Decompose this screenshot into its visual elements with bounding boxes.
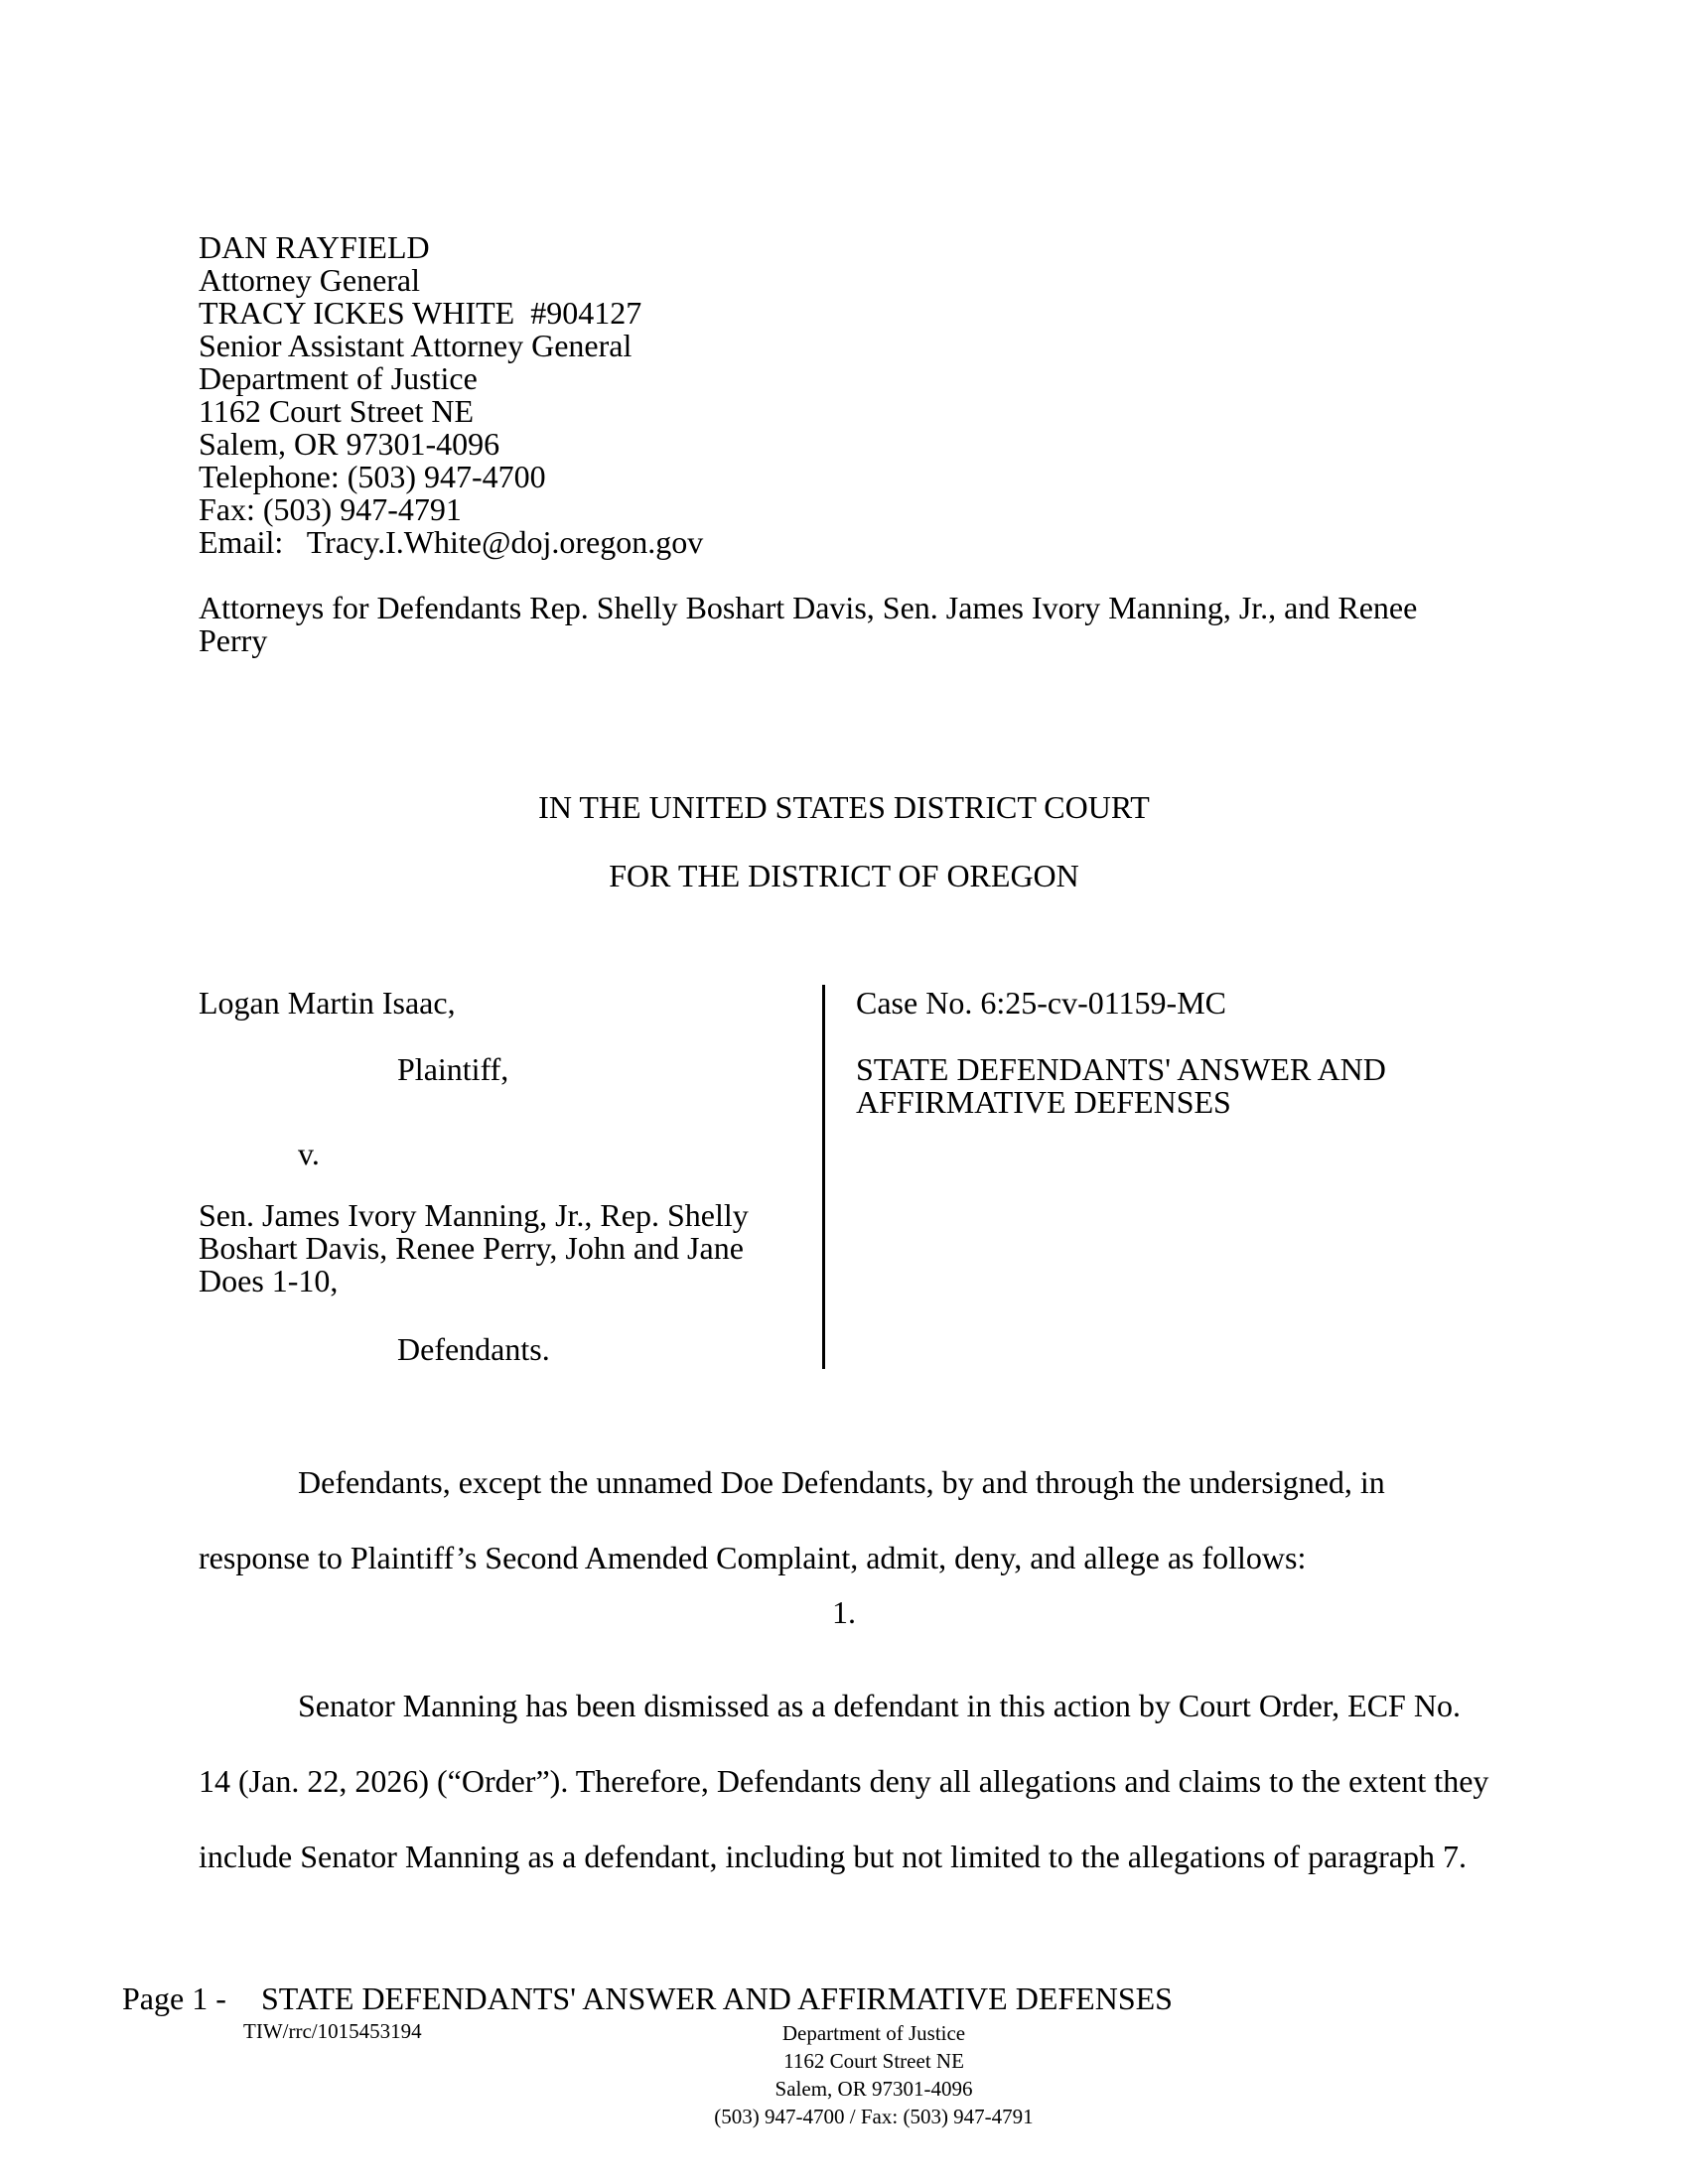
telephone-line: Telephone: (503) 947-4700 bbox=[199, 459, 546, 494]
footer-phone-fax: (503) 947-4700 / Fax: (503) 947-4791 bbox=[714, 2105, 1034, 2128]
page-number-label: Page 1 - bbox=[122, 1980, 226, 2016]
attorney-general-title: Attorney General bbox=[199, 262, 421, 298]
document-title: STATE DEFENDANTS' ANSWER AND AFFIRMATIVE DEFENSES bbox=[856, 1051, 1386, 1120]
footer-address-block bbox=[596, 2019, 1152, 2130]
footer-city: Salem, OR 97301-4096 bbox=[774, 2077, 973, 2101]
attorneys-for-statement: Attorneys for Defendants Rep. Shelly Boshart Davis, Sen. James Ivory Manning, Jr., and Renee Perry bbox=[199, 590, 1418, 658]
court-name: IN THE UNITED STATES DISTRICT COURT bbox=[538, 789, 1150, 825]
email-line: Email: Tracy.I.White@doj.oregon.gov bbox=[199, 524, 704, 560]
footer-document-title: STATE DEFENDANTS' ANSWER AND AFFIRMATIVE DEFENSES bbox=[261, 1980, 1173, 2016]
footer-file-reference: TIW/rrc/1015453194 bbox=[243, 2019, 422, 2043]
attorney-header-block bbox=[199, 231, 1489, 559]
counsel-title: Senior Assistant Attorney General bbox=[199, 328, 633, 363]
case-number: Case No. 6:25-cv-01159-MC bbox=[856, 985, 1226, 1021]
footer-page-line bbox=[122, 1980, 1173, 2016]
caption-divider bbox=[822, 985, 825, 1369]
defendants-role: Defendants. bbox=[397, 1331, 550, 1367]
footer-department: Department of Justice bbox=[781, 2021, 966, 2045]
city-state-zip: Salem, OR 97301-4096 bbox=[199, 426, 500, 462]
department-name: Department of Justice bbox=[199, 360, 478, 396]
versus: v. bbox=[298, 1136, 320, 1171]
fax-line: Fax: (503) 947-4791 bbox=[199, 491, 462, 527]
street-address: 1162 Court Street NE bbox=[199, 393, 474, 429]
paragraph-number: 1. bbox=[832, 1594, 856, 1630]
paragraph-1-text: Senator Manning has been dismissed as a defendant in this action by Court Order, ECF No. 14 (Jan. 22, 2026) (“Order”). Therefore, Defendants deny all allegations and claims to the extent they include Senator Manning as a defendant, including but not limited to the allegations of paragraph 7. bbox=[199, 1688, 1489, 1874]
footer-street: 1162 Court Street NE bbox=[783, 2049, 964, 2073]
attorney-general-name: DAN RAYFIELD bbox=[199, 229, 430, 265]
counsel-name-bar-number: TRACY ICKES WHITE #904127 bbox=[199, 295, 642, 331]
intro-paragraph: Defendants, except the unnamed Doe Defendants, by and through the undersigned, in response to Plaintiff’s Second Amended Complaint, admit, deny, and allege as follows: bbox=[199, 1464, 1385, 1575]
plaintiff-name: Logan Martin Isaac, bbox=[199, 985, 456, 1021]
court-district: FOR THE DISTRICT OF OREGON bbox=[609, 858, 1079, 893]
defendants-names: Sen. James Ivory Manning, Jr., Rep. Shelly Boshart Davis, Renee Perry, John and Jane Does 1-10, bbox=[199, 1197, 749, 1298]
plaintiff-role: Plaintiff, bbox=[397, 1051, 509, 1087]
